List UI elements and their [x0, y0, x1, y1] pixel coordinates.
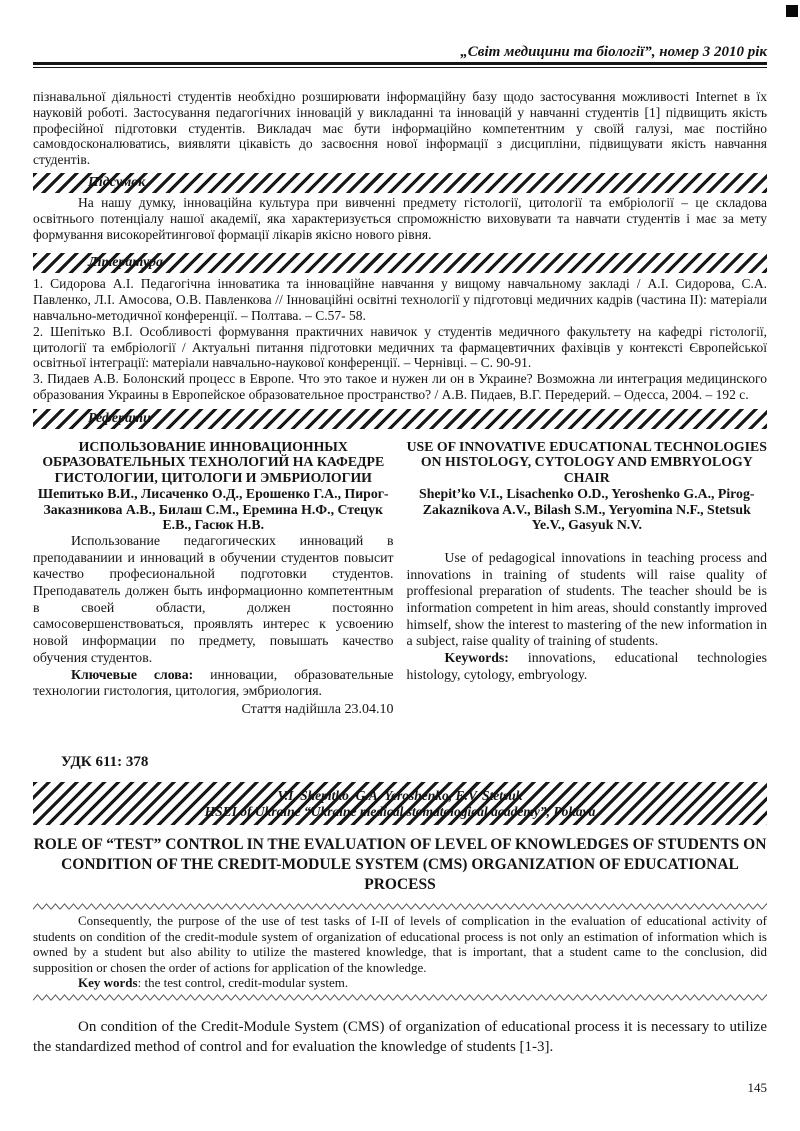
- journal-header: „Світ медицини та біології”, номер 3 2010 рік: [460, 44, 767, 60]
- reference-item: 1. Сидорова А.І. Педагогічна інноватика та інноваційне навчання у вищому навчальному закладі / А.І. Сидорова, С.А. Павленко, Л.І. Амосова, О.В. Павленкова // Інноваційні освітні технології у підготовці медичних кадрів (частина ІІ): матеріали навчально-методичної конференції. – Полтава. – С.57- 58.: [33, 276, 767, 323]
- article-title: ROLE OF “TEST” CONTROL IN THE EVALUATION OF LEVEL OF KNOWLEDGES OF STUDENTS ON CONDITION OF THE CREDIT-MODULE SYSTEM (CMS) ORGANIZATION OF EDUCATIONAL PROCESS: [33, 836, 767, 893]
- article-keywords-text: : the test control, credit-modular system.: [137, 975, 349, 991]
- article-abstract: Consequently, the purpose of the use of test tasks of I-II of levels of complication in the evaluation of educational activity of students on condition of the credit-module system of organization of educational process is not only an estimation of information which is owned by a student but also ability to utilize the mastered knowledge, that is important, that a student came to the conclusion, did supposition or chosen the order of actions for application of the knowledge.: [33, 913, 767, 975]
- reference-item: 3. Пидаев А.В. Болонский процесс в Европе. Что это такое и нужен ли он в Украине? Возможна ли интеграция медицинского образования Украины в Европейское образовательное пространство? / А.В. Пидаев, В.Г. Передерий. – Одесса, 2004. – 192 с.: [33, 371, 767, 402]
- abstract-keywords-en: [407, 650, 768, 683]
- article-keywords: [33, 975, 767, 991]
- keywords-label-ru: Ключевые слова:: [71, 666, 194, 682]
- corner-mark: [786, 5, 798, 17]
- keywords-text-ru: инновации, образовательные технологии гистология, цитология, эмбриология.: [33, 666, 394, 699]
- conclusion-banner: [33, 173, 767, 193]
- abstract-body-ru: Использование педагогических инноваций в преподаваниии и инноваций в обучении студентов повысит качество професиональной подготовки студентов. Преподаватель должен быть информационно компетентным в своей области, должен постоянно самосовершенствоваться, проявлять интерес к усвоению новой информации по предмету, повышать качество обучения студентов.: [33, 532, 394, 665]
- zigzag-border-top: [33, 903, 767, 910]
- abstract-keywords-ru: [33, 667, 394, 700]
- article-affiliation-line: HSEI of Ukraine “Ukraine medical stomatological academy”, Poltava: [204, 803, 596, 819]
- article-authors-line: V.I. Shepitko, G.A. Yeroshenko, E.V. Stetsuk: [277, 787, 523, 803]
- abstract-title-ru: ИСПОЛЬЗОВАНИЕ ИННОВАЦИОННЫХ ОБРАЗОВАТЕЛЬНЫХ ТЕХНОЛОГИЙ НА КАФЕДРЕ ГИСТОЛОГИИ, ЦИТОЛОГИ И ЭМБРИОЛОГИИ: [42, 438, 385, 486]
- abstracts-columns: [33, 439, 767, 718]
- literature-banner-label: Література: [88, 255, 163, 271]
- abstract-column-russian: [33, 439, 394, 718]
- reference-item: 2. Шепітько В.І. Особливості формування практичних навичок у студентів медичного факультету на кафедрі гістології, цитології та ембріології / Актуальні питання підготовки медичних та фармацевтичних фахівців у контексті Європейської освітньої інтеграції: матеріали навчально-наукової конференції. – Чернівці. – С. 90-91.: [33, 323, 767, 371]
- abstracts-banner-label: Реферати: [88, 410, 151, 426]
- intro-paragraph: пізнавальної діяльності студентів необхідно розширювати інформаційну базу щодо застосування можливості Internet в їх науковій роботі. Застосування педагогічних інновацій у викладанні та інновацій у навчанні студентів [1] підвищить якість професійної підготовки студентів. Викладач має бути інформаційно компетентним у своїй галузі, має постійно самовдосконалюватись, виявляти цікавість до засвоєння нової інформації з дисципліни, підвищувати якість навчання студентів.: [33, 89, 767, 168]
- article-body-paragraph: On condition of the Credit-Module System (CMS) of organization of educational process it is necessary to utilize the standardized method of control and for evaluation the knowledge of students [1-3].: [33, 1018, 767, 1056]
- abstract-body-en: Use of pedagogical innovations in teaching process and innovations in training of students will raise quality of proffesional preparation of students. The teacher should be is information competent in him areas, should constantly improved himself, show the interest to mastering of the new information in a subject, raise quality of training of students.: [406, 549, 767, 649]
- article-abstract-block: [33, 913, 767, 991]
- keywords-label-en: Keywords:: [444, 650, 509, 666]
- article-received-date: Стаття надійшла 23.04.10: [241, 702, 394, 717]
- article-authors-banner: [33, 782, 767, 825]
- abstract-authors-en: Shepit’ko V.I., Lisachenko O.D., Yeroshenko G.A., Pirog-Zakaznikova A.V., Bilash S.M., Yeryomina N.F., Stetsuk Ye.V., Gasyuk N.V.: [419, 485, 755, 533]
- article-keywords-label: Key words: [78, 975, 138, 991]
- zigzag-border-bottom: [33, 994, 767, 1001]
- abstracts-banner: [33, 409, 767, 429]
- literature-banner: [33, 253, 767, 273]
- header-rule: [33, 62, 767, 68]
- abstract-column-english: [407, 439, 768, 718]
- conclusion-paragraph: На нашу думку, інноваційна культура при вивченні предмету гістології, цитології та ембріології – це складова освітнього потенціалу нашої академії, яка характеризується спроможністю виховувати та навчати студентів і має за мету формування високорейтингової формації лікарів якісно нового рівня.: [33, 194, 767, 242]
- conclusion-banner-label: Підсумок: [88, 174, 146, 190]
- page-number: 145: [747, 1079, 767, 1095]
- udc-code: УДК 611: 378: [61, 754, 149, 770]
- abstract-title-en: USE OF INNOVATIVE EDUCATIONAL TECHNOLOGIES ON HISTOLOGY, CYTOLOGY AND EMBRYOLOGY CHAIR: [406, 438, 767, 486]
- keywords-text-en: innovations, educational technologies histology, cytology, embryology.: [406, 650, 767, 682]
- abstract-authors-ru: Шепитько В.И., Лисаченко О.Д., Ерошенко Г.А., Пирог-Заказникова А.В., Билаш С.М., Еремина Н.Ф., Стецук Е.В., Гасюк Н.В.: [37, 485, 389, 533]
- reference-list: [33, 276, 767, 402]
